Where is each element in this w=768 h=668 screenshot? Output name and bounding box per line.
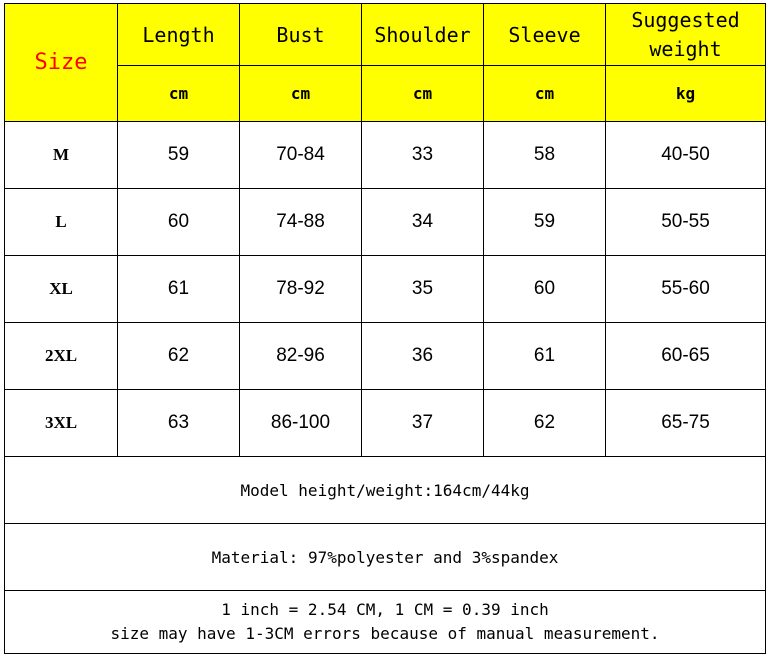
sleeve-cell: 62: [484, 390, 606, 457]
size-chart-table: [4, 3, 766, 654]
header-weight-line2: weight: [649, 36, 722, 61]
weight-cell: 40-50: [606, 122, 766, 189]
header-size: Size: [5, 4, 118, 122]
sleeve-cell: 60: [484, 256, 606, 323]
shoulder-cell: 34: [362, 189, 484, 256]
bust-cell: 82-96: [240, 323, 362, 390]
shoulder-cell: 35: [362, 256, 484, 323]
size-cell: L: [5, 189, 118, 256]
header-shoulder: Shoulder: [362, 4, 484, 66]
sleeve-cell: 59: [484, 189, 606, 256]
header-row: [5, 4, 766, 66]
shoulder-cell: 36: [362, 323, 484, 390]
weight-cell: 55-60: [606, 256, 766, 323]
unit-length: cm: [118, 66, 240, 122]
unit-weight: kg: [606, 66, 766, 122]
sleeve-cell: 61: [484, 323, 606, 390]
header-weight-line1: Suggested: [631, 7, 740, 32]
weight-cell: 65-75: [606, 390, 766, 457]
size-cell: 3XL: [5, 390, 118, 457]
header-sleeve: Sleeve: [484, 4, 606, 66]
unit-row: [5, 66, 766, 122]
table-row: [5, 189, 766, 256]
bust-cell: 70-84: [240, 122, 362, 189]
length-cell: 62: [118, 323, 240, 390]
bust-cell: 74-88: [240, 189, 362, 256]
unit-bust: cm: [240, 66, 362, 122]
unit-shoulder: cm: [362, 66, 484, 122]
table-row: [5, 256, 766, 323]
error-note: size may have 1-3CM errors because of manual measurement.: [110, 624, 660, 643]
header-bust: Bust: [240, 4, 362, 66]
material-note-row: [5, 524, 766, 591]
shoulder-cell: 33: [362, 122, 484, 189]
bust-cell: 86-100: [240, 390, 362, 457]
length-cell: 60: [118, 189, 240, 256]
model-note: Model height/weight:164cm/44kg: [5, 457, 766, 524]
table-row: [5, 323, 766, 390]
length-cell: 59: [118, 122, 240, 189]
weight-cell: 50-55: [606, 189, 766, 256]
unit-sleeve: cm: [484, 66, 606, 122]
table-row: [5, 122, 766, 189]
measurement-note-row: [5, 591, 766, 654]
shoulder-cell: 37: [362, 390, 484, 457]
material-note: Material: 97%polyester and 3%spandex: [5, 524, 766, 591]
weight-cell: 60-65: [606, 323, 766, 390]
length-cell: 63: [118, 390, 240, 457]
size-cell: XL: [5, 256, 118, 323]
conversion-note: 1 inch = 2.54 CM, 1 CM = 0.39 inch: [221, 600, 549, 619]
table-row: [5, 390, 766, 457]
header-length: Length: [118, 4, 240, 66]
sleeve-cell: 58: [484, 122, 606, 189]
size-cell: 2XL: [5, 323, 118, 390]
bust-cell: 78-92: [240, 256, 362, 323]
size-cell: M: [5, 122, 118, 189]
length-cell: 61: [118, 256, 240, 323]
model-note-row: [5, 457, 766, 524]
measurement-note: [5, 591, 766, 654]
header-suggested-weight: [606, 4, 766, 66]
